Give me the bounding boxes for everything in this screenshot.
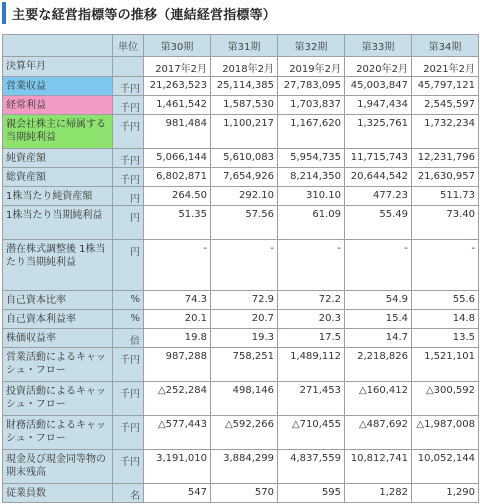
table-cell: 5,066,144 (144, 149, 211, 168)
table-cell: 1,290 (412, 484, 479, 503)
row-unit: 千円 (113, 416, 144, 450)
table-cell: 1,167,620 (278, 115, 345, 149)
table-row (3, 240, 479, 291)
table-cell: 54.9 (345, 291, 412, 310)
table-cell: 758,251 (211, 348, 278, 382)
table-cell: 2019年2月 (278, 57, 345, 77)
table-row (3, 206, 479, 240)
table-cell: 511.73 (412, 187, 479, 206)
row-unit: 千円 (113, 382, 144, 416)
table-cell: 13.5 (412, 329, 479, 348)
table-cell: 57.56 (211, 206, 278, 240)
table-cell: 1,325,761 (345, 115, 412, 149)
table-cell: △252,284 (144, 382, 211, 416)
table-row (3, 187, 479, 206)
table-cell: 45,797,121 (412, 77, 479, 96)
table-cell: △160,412 (345, 382, 412, 416)
table-cell: 27,783,095 (278, 77, 345, 96)
row-label: 1株当たり純資産額 (3, 187, 113, 206)
table-cell: 8,214,350 (278, 168, 345, 187)
row-unit: 千円 (113, 149, 144, 168)
table-row (3, 484, 479, 503)
header-period: 第33期 (345, 35, 412, 57)
table-cell: 477.23 (345, 187, 412, 206)
table-cell: 45,003,847 (345, 77, 412, 96)
table-cell: 987,288 (144, 348, 211, 382)
row-unit: 円 (113, 187, 144, 206)
row-label: 従業員数 (3, 484, 113, 503)
table-row (3, 450, 479, 484)
table-cell: 5,610,083 (211, 149, 278, 168)
table-cell: 19.8 (144, 329, 211, 348)
table-cell: 498,146 (211, 382, 278, 416)
table-cell: 3,884,299 (211, 450, 278, 484)
table-row (3, 168, 479, 187)
row-label: 自己資本比率 (3, 291, 113, 310)
table-cell: △710,455 (278, 416, 345, 450)
table-cell: - (278, 240, 345, 291)
table-cell: 981,484 (144, 115, 211, 149)
row-unit: 千円 (113, 348, 144, 382)
header-period: 第32期 (278, 35, 345, 57)
table-cell: 20.7 (211, 310, 278, 329)
table-cell: 10,812,741 (345, 450, 412, 484)
row-label: 財務活動によるキャッシュ・フロー (3, 416, 113, 450)
table-cell: 547 (144, 484, 211, 503)
table-cell: 11,715,743 (345, 149, 412, 168)
table-cell: 2020年2月 (345, 57, 412, 77)
table-cell: 1,947,434 (345, 96, 412, 115)
table-cell: 4,837,559 (278, 450, 345, 484)
row-label: 営業活動によるキャッシュ・フロー (3, 348, 113, 382)
row-label: 現金及び現金同等物の期末残高 (3, 450, 113, 484)
table-row (3, 329, 479, 348)
table-cell: 1,703,837 (278, 96, 345, 115)
row-label: 決算年月 (3, 57, 113, 77)
table-cell: - (345, 240, 412, 291)
table-cell: △487,692 (345, 416, 412, 450)
row-label: 経常利益 (3, 96, 113, 115)
row-label: 営業収益 (3, 77, 113, 96)
table-cell: 14.7 (345, 329, 412, 348)
table-cell: 20,644,542 (345, 168, 412, 187)
row-unit: 倍 (113, 329, 144, 348)
table-cell: 61.09 (278, 206, 345, 240)
table-row (3, 416, 479, 450)
table-cell: 20.1 (144, 310, 211, 329)
table-cell: 2,545,597 (412, 96, 479, 115)
row-label: 潜在株式調整後 1株当たり当期純利益 (3, 240, 113, 291)
table-cell: 271,453 (278, 382, 345, 416)
header-unit: 単位 (113, 35, 144, 57)
row-unit: % (113, 310, 144, 329)
table-cell: 7,654,926 (211, 168, 278, 187)
table-row (3, 96, 479, 115)
header-corner (3, 35, 113, 57)
table-cell: 15.4 (345, 310, 412, 329)
table-cell: 264.50 (144, 187, 211, 206)
table-cell: - (211, 240, 278, 291)
table-cell: 292.10 (211, 187, 278, 206)
row-unit: 千円 (113, 450, 144, 484)
table-cell: 310.10 (278, 187, 345, 206)
section-title: 主要な経営指標等の推移（連結経営指標等） (12, 8, 277, 23)
header-period: 第30期 (144, 35, 211, 57)
row-label: 1株当たり当期純利益 (3, 206, 113, 240)
table-cell: 570 (211, 484, 278, 503)
table-row (3, 291, 479, 310)
table-cell: - (412, 240, 479, 291)
table-row (3, 57, 479, 77)
row-label: 親会社株主に帰属する当期純利益 (3, 115, 113, 149)
table-cell: 55.49 (345, 206, 412, 240)
table-cell: 72.9 (211, 291, 278, 310)
table-cell: 74.3 (144, 291, 211, 310)
table-cell: △577,443 (144, 416, 211, 450)
table-cell: △592,266 (211, 416, 278, 450)
table-cell: 73.40 (412, 206, 479, 240)
row-unit: 名 (113, 484, 144, 503)
row-unit: 円 (113, 240, 144, 291)
row-label: 自己資本利益率 (3, 310, 113, 329)
table-row (3, 115, 479, 149)
table-row (3, 310, 479, 329)
table-cell: 10,052,144 (412, 450, 479, 484)
row-unit: 千円 (113, 115, 144, 149)
table-cell: 2018年2月 (211, 57, 278, 77)
table-cell: 25,114,385 (211, 77, 278, 96)
table-cell: 1,489,112 (278, 348, 345, 382)
table-cell: 5,954,735 (278, 149, 345, 168)
table-row (3, 382, 479, 416)
table-cell: 3,191,010 (144, 450, 211, 484)
table-cell: 51.35 (144, 206, 211, 240)
section-title-bar (2, 2, 480, 24)
table-cell: 21,630,957 (412, 168, 479, 187)
table-cell: 19.3 (211, 329, 278, 348)
table-cell: 17.5 (278, 329, 345, 348)
financial-indicators-table (2, 34, 479, 503)
row-label: 投資活動によるキャッシュ・フロー (3, 382, 113, 416)
table-cell: △1,987,008 (412, 416, 479, 450)
row-label: 総資産額 (3, 168, 113, 187)
table-cell: 12,231,796 (412, 149, 479, 168)
row-unit (113, 57, 144, 77)
table-row (3, 77, 479, 96)
table-cell: 14.8 (412, 310, 479, 329)
table-cell: 1,732,234 (412, 115, 479, 149)
table-cell: △300,592 (412, 382, 479, 416)
table-cell: 1,461,542 (144, 96, 211, 115)
table-row (3, 149, 479, 168)
header-period: 第34期 (412, 35, 479, 57)
row-unit: 千円 (113, 168, 144, 187)
row-unit: 円 (113, 206, 144, 240)
table-cell: 1,587,530 (211, 96, 278, 115)
table-cell: 72.2 (278, 291, 345, 310)
table-cell: 1,521,101 (412, 348, 479, 382)
table-cell: 2,218,826 (345, 348, 412, 382)
table-cell: 55.6 (412, 291, 479, 310)
table-cell: 21,263,523 (144, 77, 211, 96)
row-label: 純資産額 (3, 149, 113, 168)
table-header-row (3, 35, 479, 57)
table-cell: 2017年2月 (144, 57, 211, 77)
table-cell: 20.3 (278, 310, 345, 329)
table-cell: 1,282 (345, 484, 412, 503)
table-cell: 2021年2月 (412, 57, 479, 77)
row-unit: 千円 (113, 77, 144, 96)
table-cell: 595 (278, 484, 345, 503)
row-label: 株価収益率 (3, 329, 113, 348)
table-cell: 1,100,217 (211, 115, 278, 149)
table-cell: - (144, 240, 211, 291)
row-unit: 千円 (113, 96, 144, 115)
table-row (3, 348, 479, 382)
row-unit: % (113, 291, 144, 310)
header-period: 第31期 (211, 35, 278, 57)
table-cell: 6,802,871 (144, 168, 211, 187)
